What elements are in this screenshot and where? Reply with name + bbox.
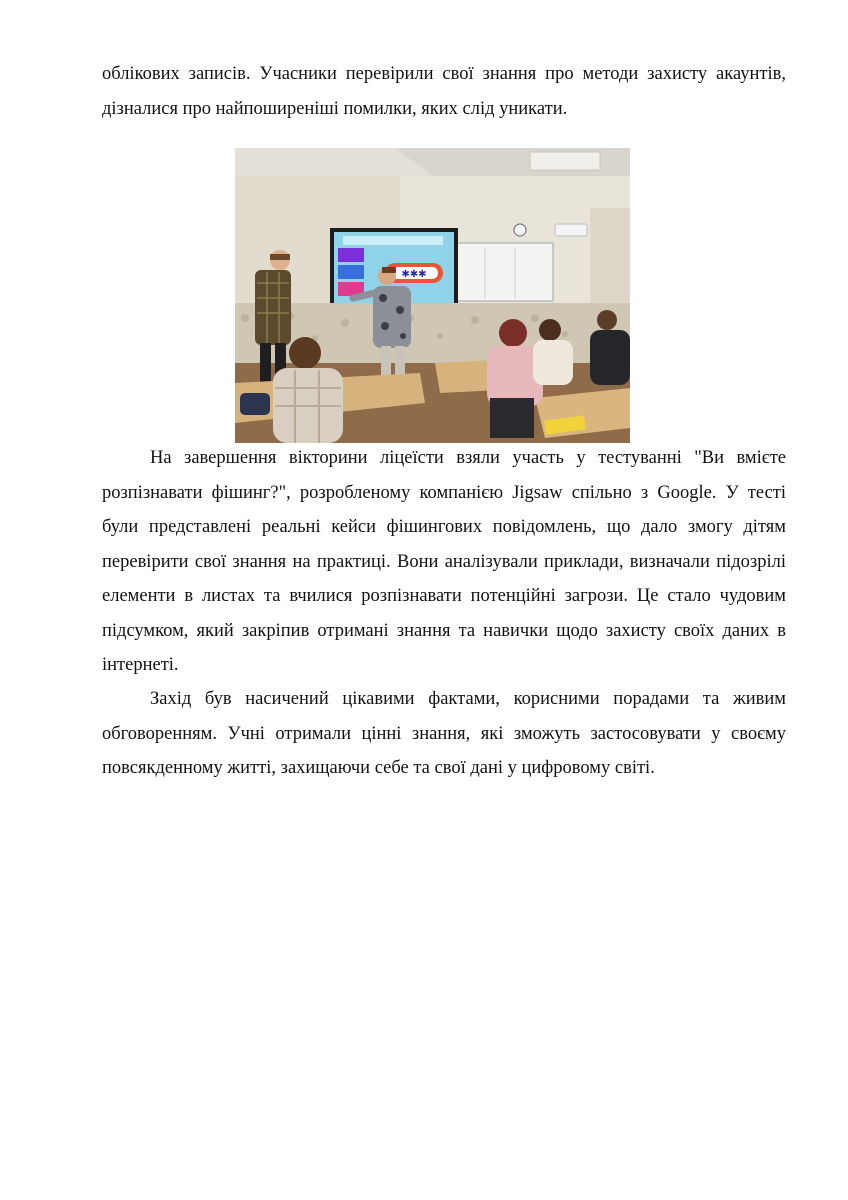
- paragraph-intro: [102, 57, 786, 126]
- paragraph-summary: [102, 682, 786, 786]
- screen-symbol: ✱✱✱: [401, 269, 427, 280]
- paragraph-text: облікових записів. Учасники перевірили свої знання про методи захисту акаунтів, дізналися про найпоширеніші помилки, яких слід уникати.: [102, 64, 786, 119]
- paragraph-phishing-test: [102, 441, 786, 683]
- classroom-photo: [235, 148, 630, 443]
- paragraph-text: Захід був насичений цікавими фактами, корисними порадами та живим обговоренням. Учні отримали цінні знання, які зможуть застосовувати у своєму повсякденному житті, захищаючи себе та свої дані у цифровому світі.: [102, 689, 786, 778]
- paragraph-text: На завершення вікторини ліцеїсти взяли участь у тестуванні "Ви вмієте розпізнавати фішинг?", розробленому компанією Jigsaw спільно з Google. У тесті були представлені реальні кейси фішингових повідомлень, що дало змогу дітям перевірити свої знання на практиці. Вони аналізували приклади, визначали підозрілі елементи в листах та вчилися розпізнавати потенційні загрози. Це стало чудовим підсумком, який закріпив отримані знання та навички щодо захисту своїх даних в інтернеті.: [102, 448, 786, 675]
